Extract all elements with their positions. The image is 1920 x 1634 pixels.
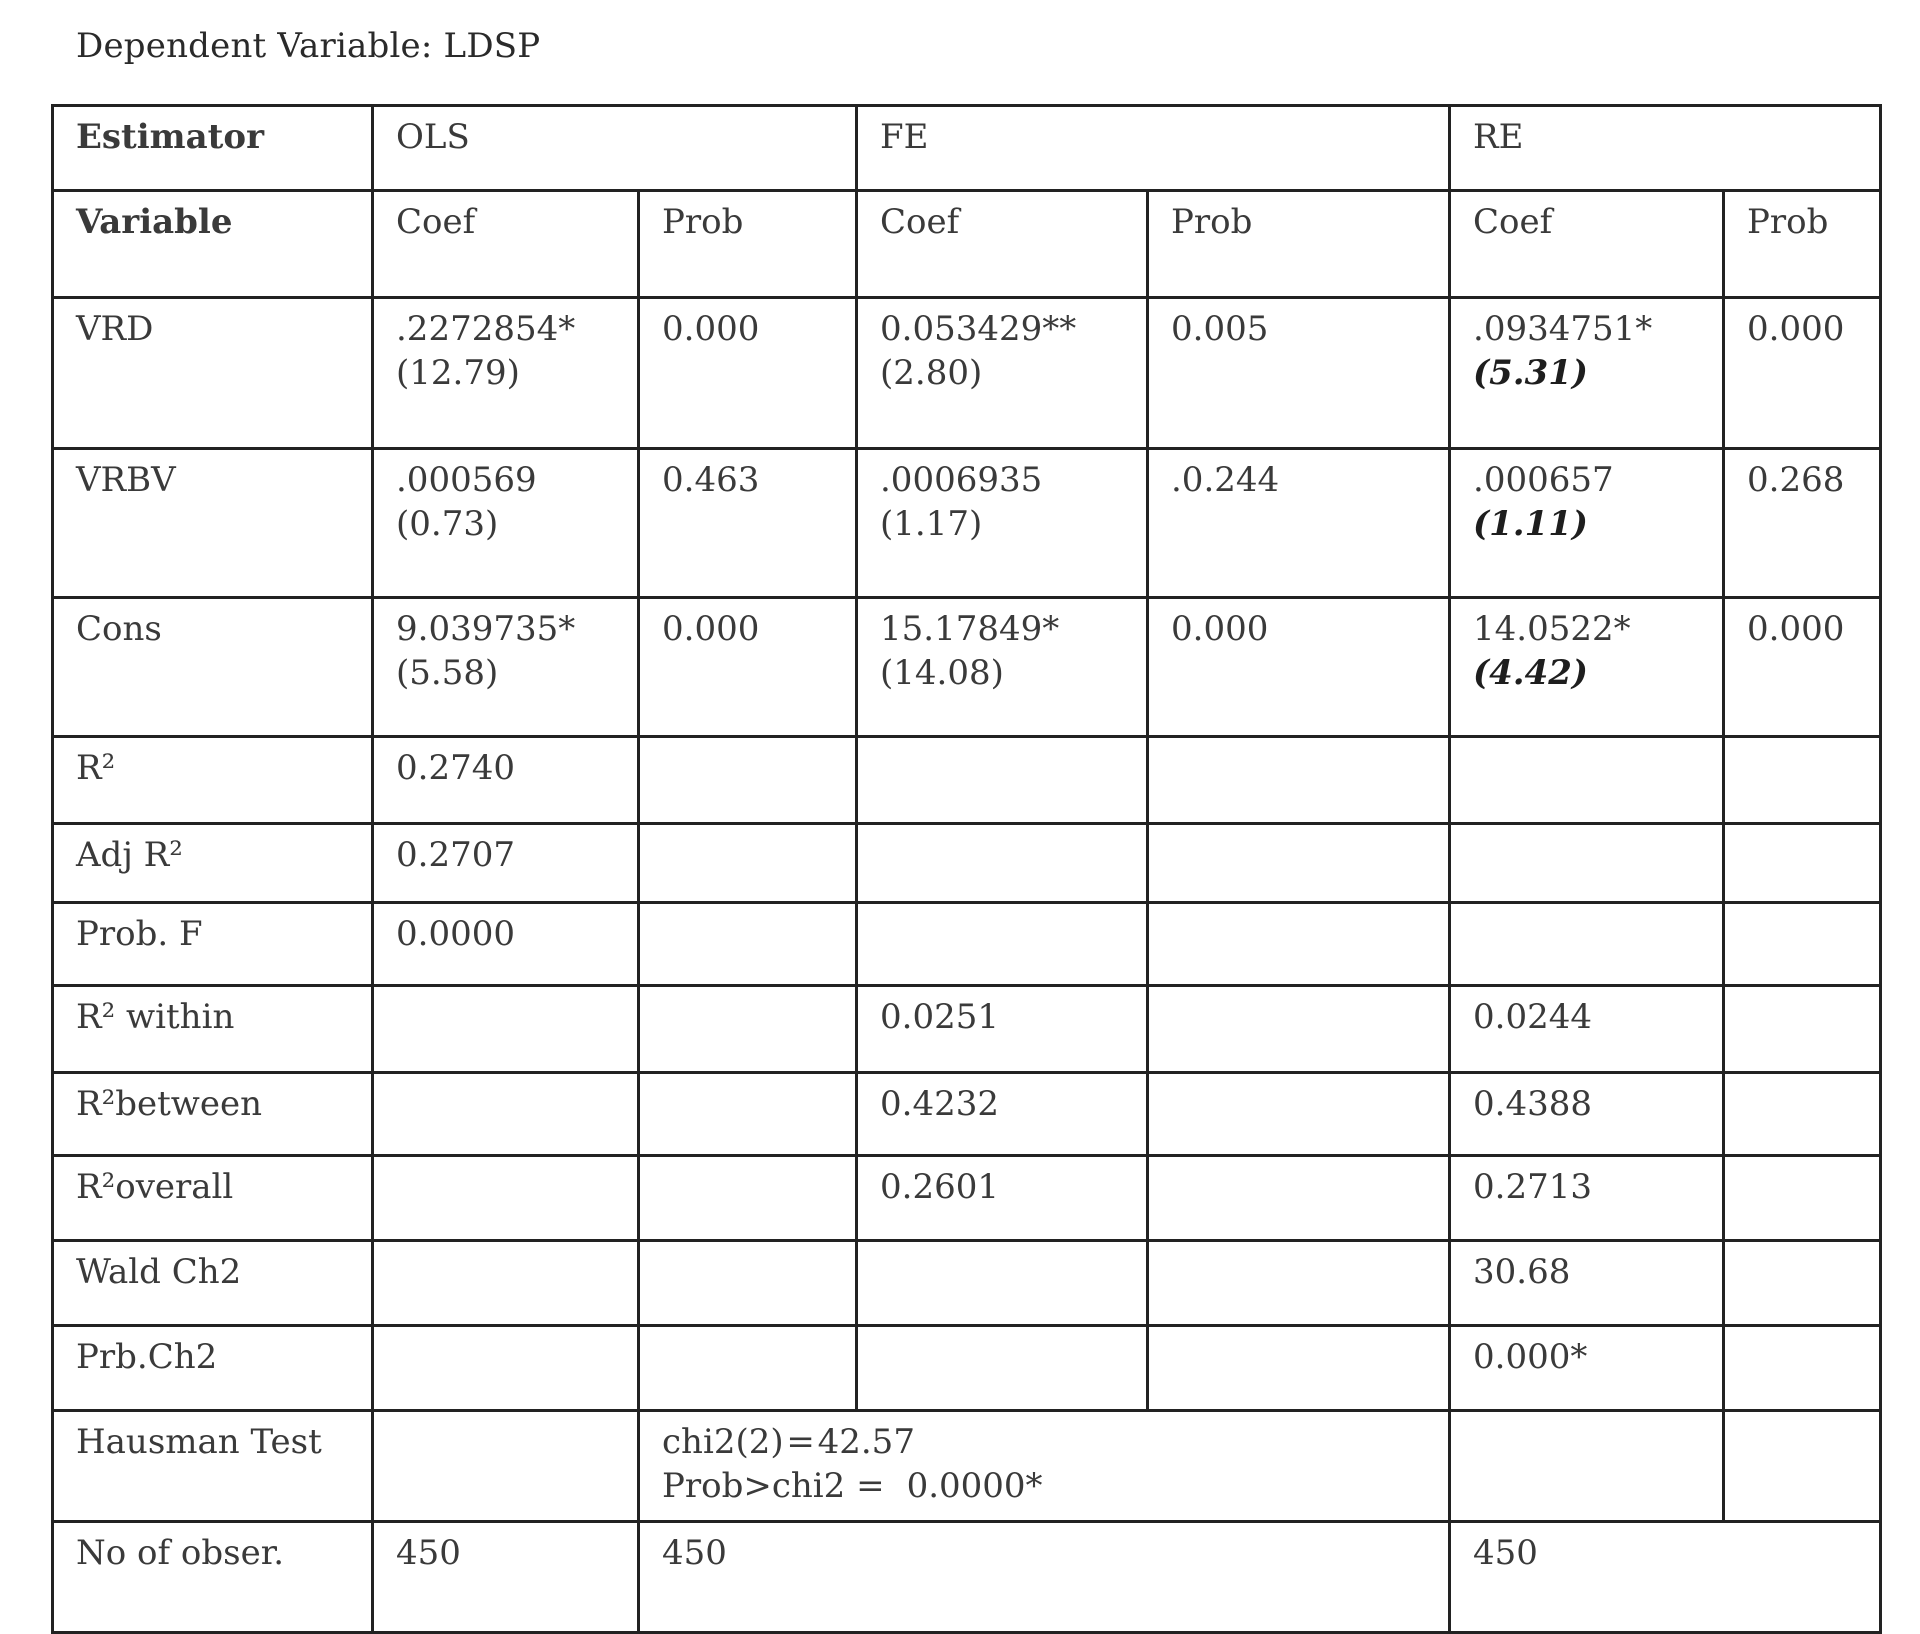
- empty-cell: [857, 1241, 1148, 1326]
- empty-cell: [1148, 1326, 1450, 1411]
- t-stat: (12.79): [396, 353, 520, 393]
- empty-cell: [373, 1241, 639, 1326]
- row-label: Prb.Ch2: [53, 1326, 373, 1411]
- empty-cell: [1148, 1073, 1450, 1156]
- table-row-wald-ch2: [53, 1241, 1881, 1326]
- ols-coef-cell: [373, 298, 639, 449]
- empty-cell: [1724, 1326, 1881, 1411]
- empty-cell: [1148, 1156, 1450, 1241]
- empty-cell: [1450, 903, 1724, 986]
- empty-cell: [639, 737, 857, 824]
- table-row-r2-within: [53, 986, 1881, 1073]
- re-prob-cell: 0.000: [1724, 298, 1881, 449]
- row-label: Hausman Test: [53, 1411, 373, 1522]
- ols-value-cell: 0.0000: [373, 903, 639, 986]
- chi2-value: 42.57: [817, 1422, 915, 1462]
- ols-prob-cell: 0.000: [639, 598, 857, 737]
- ols-coef-header: Coef: [373, 191, 639, 298]
- coef-value: 14.0522*: [1473, 609, 1631, 649]
- table-row-hausman: [53, 1411, 1881, 1522]
- re-value-cell: 0.2713: [1450, 1156, 1724, 1241]
- table-row-prob-f: [53, 903, 1881, 986]
- empty-cell: [1724, 986, 1881, 1073]
- variable-header-row: [53, 191, 1881, 298]
- hausman-prob-line: [662, 1464, 1448, 1508]
- table-row-r2-overall: [53, 1156, 1881, 1241]
- empty-cell: [1148, 986, 1450, 1073]
- fe-prob-header: Prob: [1148, 191, 1450, 298]
- row-label: R² within: [53, 986, 373, 1073]
- ols-prob-cell: 0.000: [639, 298, 857, 449]
- coef-value: .0934751*: [1473, 309, 1653, 349]
- empty-cell: [1724, 1411, 1881, 1522]
- coef-value: .000569: [396, 460, 537, 500]
- re-prob-cell: 0.268: [1724, 449, 1881, 598]
- ols-value-cell: 0.2707: [373, 824, 639, 903]
- estimator-row: [53, 106, 1881, 191]
- table-row-vrd: [53, 298, 1881, 449]
- coef-value: .0006935: [880, 460, 1043, 500]
- empty-cell: [857, 1326, 1148, 1411]
- t-stat: (5.31): [1473, 353, 1588, 393]
- empty-cell: [1148, 824, 1450, 903]
- empty-cell: [373, 1156, 639, 1241]
- row-label: Cons: [53, 598, 373, 737]
- empty-cell: [639, 1156, 857, 1241]
- chi2-label: chi2(2): [662, 1422, 784, 1462]
- re-coef-cell: [1450, 598, 1724, 737]
- row-label: No of obser.: [53, 1522, 373, 1633]
- table-row-prb-ch2: [53, 1326, 1881, 1411]
- empty-cell: [639, 824, 857, 903]
- table-row-r2-between: [53, 1073, 1881, 1156]
- t-stat: (0.73): [396, 504, 499, 544]
- fe-value-cell: 0.4232: [857, 1073, 1148, 1156]
- t-stat: (5.58): [396, 653, 499, 693]
- hausman-result-cell: [639, 1411, 1450, 1522]
- coef-value: .000657: [1473, 460, 1614, 500]
- empty-cell: [639, 1241, 857, 1326]
- fe-prob-cell: 0.000: [1148, 598, 1450, 737]
- empty-cell: [1450, 737, 1724, 824]
- prob-label: Prob>chi2 =: [662, 1466, 885, 1506]
- empty-cell: [639, 903, 857, 986]
- ols-value-cell: 450: [373, 1522, 639, 1633]
- regression-table: [51, 104, 1882, 1634]
- empty-cell: [373, 1326, 639, 1411]
- fe-coef-cell: [857, 598, 1148, 737]
- ols-header: OLS: [373, 106, 857, 191]
- fe-prob-cell: .0.244: [1148, 449, 1450, 598]
- row-label: Prob. F: [53, 903, 373, 986]
- empty-cell: [1724, 903, 1881, 986]
- estimator-label: Estimator: [53, 106, 373, 191]
- fe-coef-header: Coef: [857, 191, 1148, 298]
- ols-coef-cell: [373, 449, 639, 598]
- table-caption: Dependent Variable: LDSP: [76, 26, 541, 66]
- re-header: RE: [1450, 106, 1881, 191]
- t-stat: (1.11): [1473, 504, 1588, 544]
- re-value-cell: 0.000*: [1450, 1326, 1724, 1411]
- t-stat: (14.08): [880, 653, 1004, 693]
- empty-cell: [1724, 1156, 1881, 1241]
- t-stat: (2.80): [880, 353, 983, 393]
- row-label: Wald Ch2: [53, 1241, 373, 1326]
- fe-coef-cell: [857, 298, 1148, 449]
- t-stat: (1.17): [880, 504, 983, 544]
- hausman-chi2-line: [662, 1420, 1448, 1464]
- table-row-r2: [53, 737, 1881, 824]
- fe-value-cell: 450: [639, 1522, 1450, 1633]
- table-row-observations: [53, 1522, 1881, 1633]
- empty-cell: [857, 903, 1148, 986]
- empty-cell: [1148, 1241, 1450, 1326]
- table-row-adj-r2: [53, 824, 1881, 903]
- re-coef-header: Coef: [1450, 191, 1724, 298]
- ols-value-cell: 0.2740: [373, 737, 639, 824]
- prob-value: 0.0000*: [906, 1466, 1043, 1506]
- empty-cell: [373, 1073, 639, 1156]
- empty-cell: [1450, 824, 1724, 903]
- row-label: VRD: [53, 298, 373, 449]
- re-coef-cell: [1450, 449, 1724, 598]
- empty-cell: [1148, 903, 1450, 986]
- equals-sign: =: [786, 1422, 815, 1462]
- empty-cell: [1724, 1073, 1881, 1156]
- empty-cell: [857, 824, 1148, 903]
- variable-label: Variable: [53, 191, 373, 298]
- fe-value-cell: 0.0251: [857, 986, 1148, 1073]
- row-label: R²overall: [53, 1156, 373, 1241]
- empty-cell: [1724, 737, 1881, 824]
- ols-coef-cell: [373, 598, 639, 737]
- coef-value: .2272854*: [396, 309, 576, 349]
- row-label: R²between: [53, 1073, 373, 1156]
- empty-cell: [373, 1411, 639, 1522]
- fe-header: FE: [857, 106, 1450, 191]
- row-label: Adj R²: [53, 824, 373, 903]
- row-label: R²: [53, 737, 373, 824]
- fe-value-cell: 0.2601: [857, 1156, 1148, 1241]
- fe-prob-cell: 0.005: [1148, 298, 1450, 449]
- empty-cell: [1724, 824, 1881, 903]
- coef-value: 0.053429**: [880, 309, 1077, 349]
- coef-value: 9.039735*: [396, 609, 576, 649]
- ols-prob-header: Prob: [639, 191, 857, 298]
- row-label: VRBV: [53, 449, 373, 598]
- fe-coef-cell: [857, 449, 1148, 598]
- empty-cell: [639, 1073, 857, 1156]
- re-value-cell: 450: [1450, 1522, 1881, 1633]
- re-value-cell: 0.4388: [1450, 1073, 1724, 1156]
- re-value-cell: 30.68: [1450, 1241, 1724, 1326]
- empty-cell: [639, 986, 857, 1073]
- ols-prob-cell: 0.463: [639, 449, 857, 598]
- empty-cell: [639, 1326, 857, 1411]
- re-prob-header: Prob: [1724, 191, 1881, 298]
- re-value-cell: 0.0244: [1450, 986, 1724, 1073]
- t-stat: (4.42): [1473, 653, 1588, 693]
- empty-cell: [1148, 737, 1450, 824]
- re-coef-cell: [1450, 298, 1724, 449]
- empty-cell: [373, 986, 639, 1073]
- re-prob-cell: 0.000: [1724, 598, 1881, 737]
- empty-cell: [857, 737, 1148, 824]
- coef-value: 15.17849*: [880, 609, 1060, 649]
- empty-cell: [1724, 1241, 1881, 1326]
- empty-cell: [1450, 1411, 1724, 1522]
- table-row-vrbv: [53, 449, 1881, 598]
- table-row-cons: [53, 598, 1881, 737]
